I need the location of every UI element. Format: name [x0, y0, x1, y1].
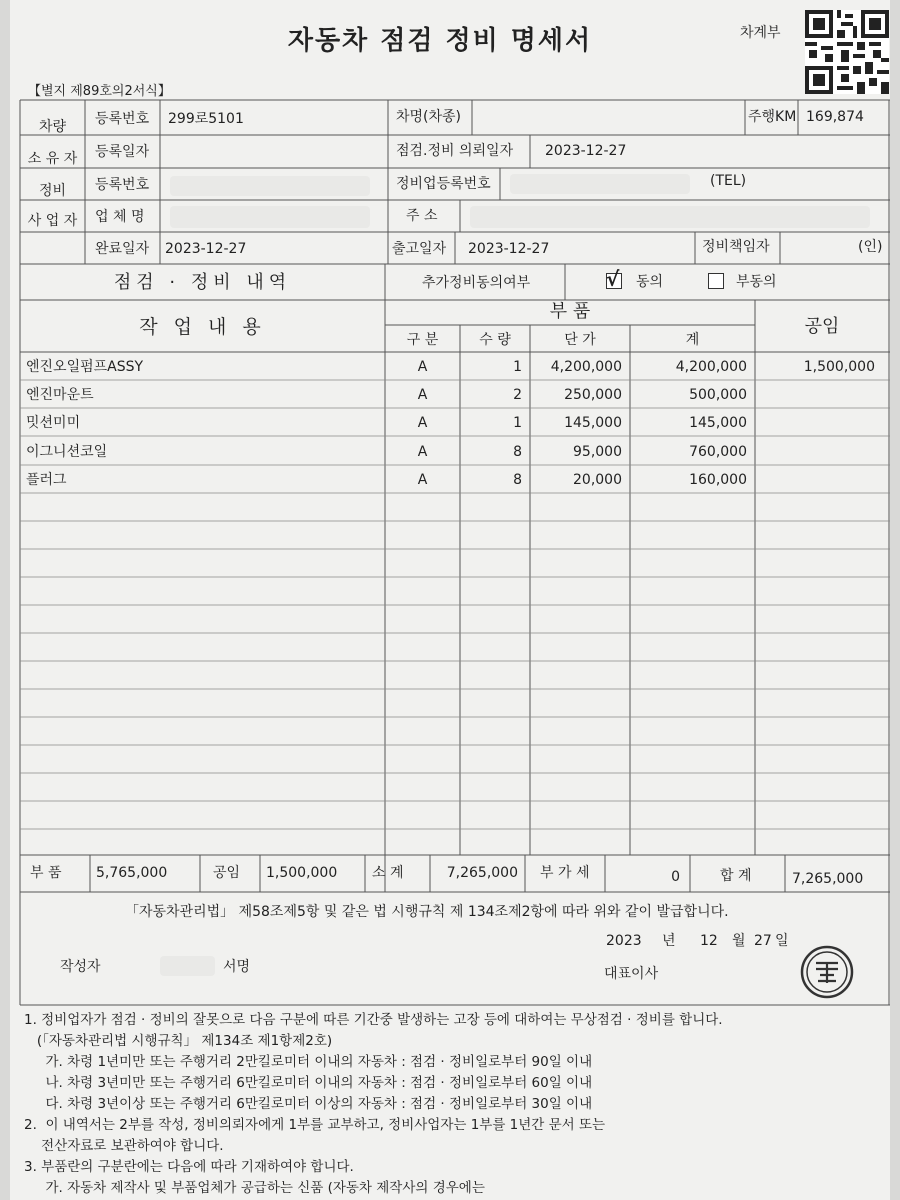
item-name: 엔진마운트: [26, 387, 94, 403]
redacted-field: [160, 956, 215, 976]
parts-sum-label: 부 품: [30, 865, 62, 881]
vehicle-reg-no: 299로5101: [168, 111, 244, 127]
item-kind: A: [417, 444, 428, 460]
vehicle-reg-no-label: 등록번호: [95, 111, 150, 127]
manager-label: 정비책임자: [702, 239, 770, 255]
tel-label: (TEL): [710, 173, 747, 189]
day-unit: 일: [775, 933, 789, 949]
subtotal-label: 소 계: [372, 865, 404, 881]
disagree-label: 부동의: [736, 274, 777, 290]
work-content-header: 작 업 내 용: [139, 316, 266, 338]
item-kind: A: [417, 472, 428, 488]
year-unit: 년: [662, 933, 676, 949]
note-line: 전산자료로 보관하여야 합니다.: [24, 1138, 224, 1154]
labor-header: 공임: [804, 316, 840, 337]
grand-total-value: 7,265,000: [792, 871, 864, 887]
issue-month: 12: [700, 933, 718, 949]
author-label: 작성자: [60, 959, 101, 975]
mileage-value: 169,874: [806, 109, 864, 125]
note-line: (「자동차관리법 시행규칙」 제134조 제1항제2호): [24, 1033, 333, 1049]
note-line: 나. 차령 3년미만 또는 주행거리 6만킬로미터 이내의 자동차 : 점검 · 정비일로부터 60일 이내: [24, 1075, 593, 1091]
note-line: 다. 차령 3년이상 또는 주행거리 6만킬로미터 이상의 자동차 : 점검 · 정비일로부터 30일 이내: [24, 1096, 593, 1112]
item-price: 250,000: [564, 387, 622, 403]
business-operator-label: 사 업 자: [27, 213, 78, 229]
agree-label: 동의: [636, 274, 664, 290]
business-section-label: 정비: [38, 183, 67, 199]
vehicle-section-label: 차량: [38, 119, 67, 135]
subtotal-value: 7,265,000: [446, 865, 518, 881]
item-qty: 8: [513, 472, 522, 488]
completion-date-label: 완료일자: [95, 241, 150, 257]
vat-value: 0: [671, 869, 680, 885]
issue-statement: 「자동차관리법」 제58조제5항 및 같은 법 시행규칙 제 134조제2항에 따라 위와 같이 발급합니다.: [125, 904, 729, 920]
seal-mark: (인): [858, 239, 883, 255]
item-price: 95,000: [573, 444, 622, 460]
item-name: 밋션미미: [26, 415, 81, 431]
grand-total-label: 합 계: [720, 868, 752, 884]
item-qty: 1: [513, 415, 522, 431]
agree-check-mark: √: [606, 267, 620, 291]
consent-label: 추가정비동의여부: [422, 275, 531, 291]
owner-section-label: 소 유 자: [27, 151, 78, 167]
signature-label: 서명: [223, 959, 251, 975]
item-total: 160,000: [689, 472, 747, 488]
redacted-field: [470, 206, 870, 228]
labor-sum-label: 공임: [213, 865, 241, 881]
month-unit: 월: [732, 933, 746, 949]
item-kind: A: [417, 415, 428, 431]
quantity-column-header: 수 량: [479, 332, 511, 348]
note-line: 1. 정비업자가 점검 · 정비의 잘못으로 다음 구분에 따른 기간중 발생하는 고장 등에 대하여는 무상점검 · 정비를 합니다.: [24, 1012, 723, 1028]
chagyebu-label: 차계부: [740, 25, 781, 41]
item-qty: 8: [513, 444, 522, 460]
vehicle-name-label: 차명(차종): [396, 109, 462, 125]
vat-label: 부 가 세: [540, 865, 590, 881]
disagree-checkbox[interactable]: [708, 273, 724, 289]
item-name: 플러그: [26, 472, 67, 488]
biz-registration-label: 정비업등록번호: [396, 176, 491, 192]
kind-column-header: 구 분: [406, 332, 439, 348]
ceo-label: 대표이사: [604, 966, 659, 982]
item-qty: 1: [513, 359, 522, 375]
request-date-label: 점검.정비 의뢰일자: [396, 143, 514, 159]
form-number: 【별지 제89호의2서식】: [28, 84, 171, 99]
note-line: 3. 부품란의 구분란에는 다음에 따라 기재하여야 합니다.: [24, 1159, 354, 1175]
mileage-label: 주행KM: [748, 109, 797, 125]
item-total: 145,000: [689, 415, 747, 431]
parts-header: 부 품: [549, 301, 591, 322]
item-total: 4,200,000: [675, 359, 747, 375]
item-total: 500,000: [689, 387, 747, 403]
item-price: 4,200,000: [550, 359, 622, 375]
company-name-label: 업 체 명: [95, 209, 145, 225]
redacted-field: [170, 176, 370, 196]
item-price: 145,000: [564, 415, 622, 431]
vehicle-reg-date-label: 등록일자: [95, 144, 150, 160]
redacted-field: [170, 206, 370, 228]
item-kind: A: [417, 387, 428, 403]
item-labor: 1,500,000: [803, 359, 875, 375]
redacted-field: [510, 174, 690, 194]
note-line: 가. 자동차 제작사 및 부품업체가 공급하는 신품 (자동차 제작사의 경우에는: [24, 1180, 490, 1196]
notes-section: [24, 1010, 723, 1199]
note-line: 2. 이 내역서는 2부를 작성, 정비의뢰자에게 1부를 교부하고, 정비사업자는 1부를 1년간 문서 또는: [24, 1117, 606, 1133]
item-price: 20,000: [573, 472, 622, 488]
issue-year: 2023: [606, 933, 642, 949]
document-page: [10, 0, 890, 1200]
item-name: 엔진오일펌프ASSY: [26, 359, 144, 375]
item-kind: A: [417, 359, 428, 375]
business-reg-no-label: 등록번호: [95, 177, 150, 193]
release-date-label: 출고일자: [392, 241, 447, 257]
address-label: 주 소: [406, 208, 438, 224]
request-date: 2023-12-27: [545, 143, 627, 159]
item-total: 760,000: [689, 444, 747, 460]
company-seal-icon: [800, 945, 854, 999]
completion-date: 2023-12-27: [165, 241, 247, 257]
release-date: 2023-12-27: [468, 241, 550, 257]
document-title: 자동차 점검 정비 명세서: [287, 26, 593, 56]
details-section-title: 점검 · 정비 내역: [113, 272, 292, 293]
labor-sum: 1,500,000: [266, 865, 338, 881]
issue-day: 27: [754, 933, 772, 949]
item-qty: 2: [513, 387, 522, 403]
note-line: 가. 차령 1년미만 또는 주행거리 2만킬로미터 이내의 자동차 : 점검 · 정비일로부터 90일 이내: [24, 1054, 593, 1070]
total-column-header: 계: [685, 332, 700, 348]
item-name: 이그니션코일: [26, 444, 108, 460]
unit-price-column-header: 단 가: [564, 332, 596, 348]
parts-sum: 5,765,000: [96, 865, 168, 881]
